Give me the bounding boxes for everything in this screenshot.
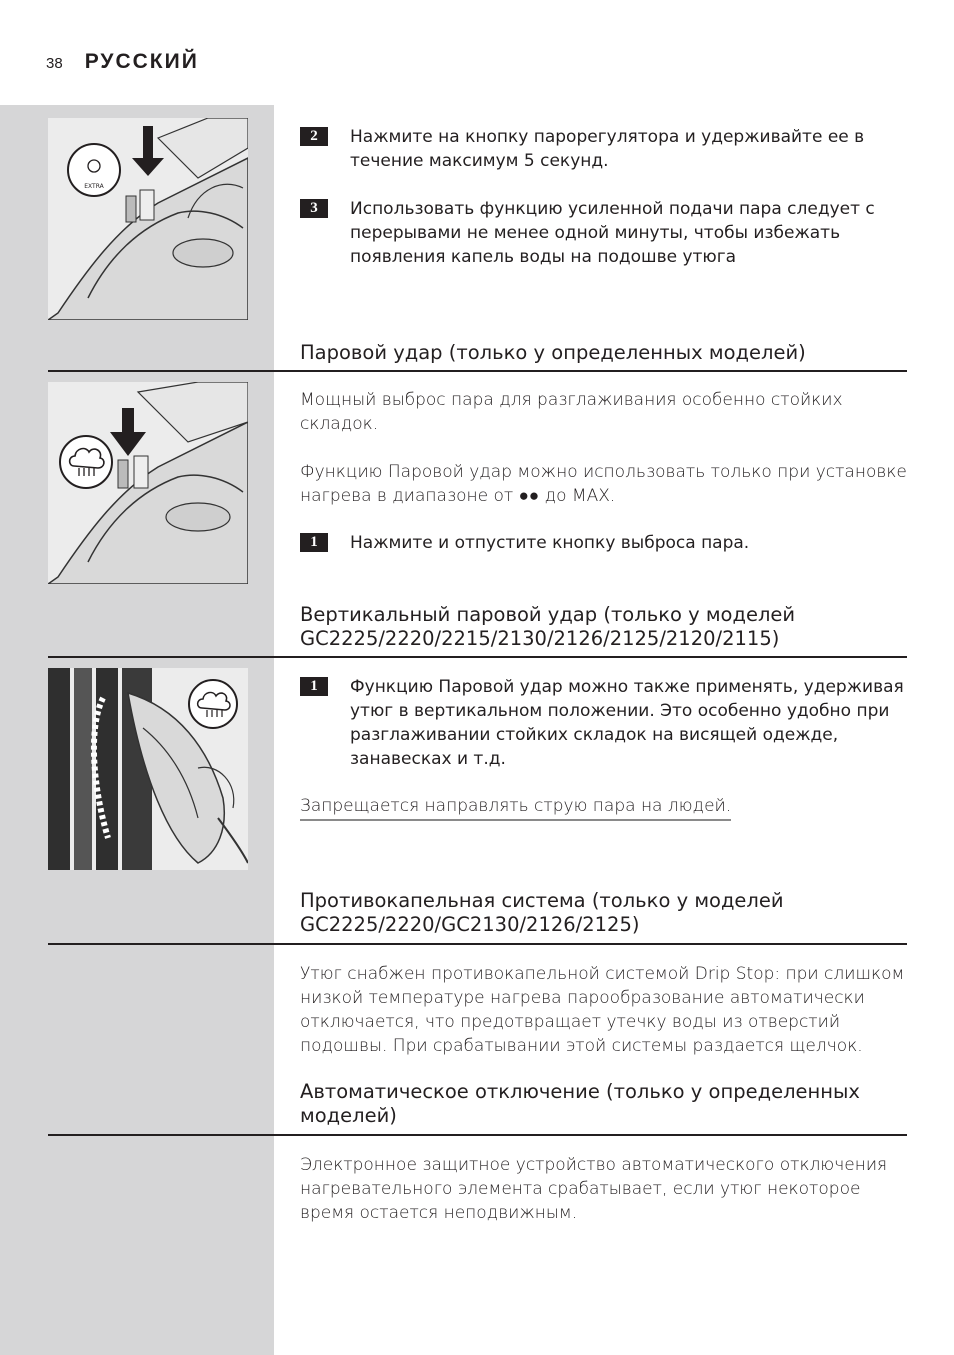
language-title: РУССКИЙ: [84, 50, 199, 73]
section-heading-drip-stop: Противокапельная система (только у моделей GC2225/2220/GC2130/2126/2125): [300, 889, 784, 936]
step-1: [300, 531, 910, 555]
section-divider: [48, 656, 907, 658]
steam-shot-condition: Функцию Паровой удар можно использовать только при установке нагрева в диапазоне от ●● до MAX.: [300, 462, 907, 506]
page-number: 38: [46, 55, 63, 72]
section-divider: [48, 1134, 907, 1136]
auto-off-description: Электронное защитное устройство автоматического отключения нагревательного элемента срабатывает, если утюг некоторое время остается неподвижным.: [300, 1155, 888, 1223]
step-number: 1: [300, 677, 328, 696]
drip-stop-description: Утюг снабжен противокапельной системой Drip Stop: при слишком низкой температуре нагрева парообразование автоматически отключается, что предотвращает утечку воды из отверстий подошвы. При срабатывании этой системы раздается щелчок.: [300, 964, 905, 1056]
illustration-steam-control: [48, 118, 248, 320]
steam-shot-description: Мощный выброс пара для разглаживания особенно стойких складок.: [300, 390, 843, 434]
step-number: 3: [300, 199, 328, 218]
step-3: [300, 197, 910, 269]
step-text: Нажмите на кнопку парорегулятора и удерживайте ее в течение максимум 5 секунд.: [350, 127, 865, 171]
step-2: [300, 125, 910, 173]
step-text: Функцию Паровой удар можно также применять, удерживая утюг в вертикальном положении. Это особенно удобно при разглаживании стойких складок на висящей одежде, занавесках и т.д.: [350, 677, 904, 769]
section-divider: [48, 370, 907, 372]
section-divider: [48, 943, 907, 945]
warning-note: [300, 794, 910, 821]
illustration-vertical-steam: [48, 668, 248, 870]
extra-label: EXTRA: [84, 183, 104, 190]
step-number: 1: [300, 533, 328, 552]
section-heading-steam-shot: Паровой удар (только у определенных моделей): [300, 341, 806, 364]
step-text: Использовать функцию усиленной подачи пара следует с перерывами не менее одной минуты, чтобы избежать появления капель воды на подошве утюга: [350, 199, 875, 267]
page-header: [46, 50, 199, 74]
pointer-notch: [250, 118, 274, 142]
warning-text: Запрещается направлять струю пара на людей.: [300, 794, 731, 821]
illustration-steam-shot: [48, 382, 248, 584]
step-text: Нажмите и отпустите кнопку выброса пара.: [350, 533, 750, 553]
section-heading-vertical: Вертикальный паровой удар (только у моделей GC2225/2220/2215/2130/2126/2125/2120/2115): [300, 603, 796, 650]
step-number: 2: [300, 127, 328, 146]
step-1-vertical: [300, 675, 910, 771]
pointer-notch: [250, 530, 274, 554]
section-heading-auto-off: Автоматическое отключение (только у определенных моделей): [300, 1080, 860, 1127]
pointer-notch: [250, 676, 274, 700]
